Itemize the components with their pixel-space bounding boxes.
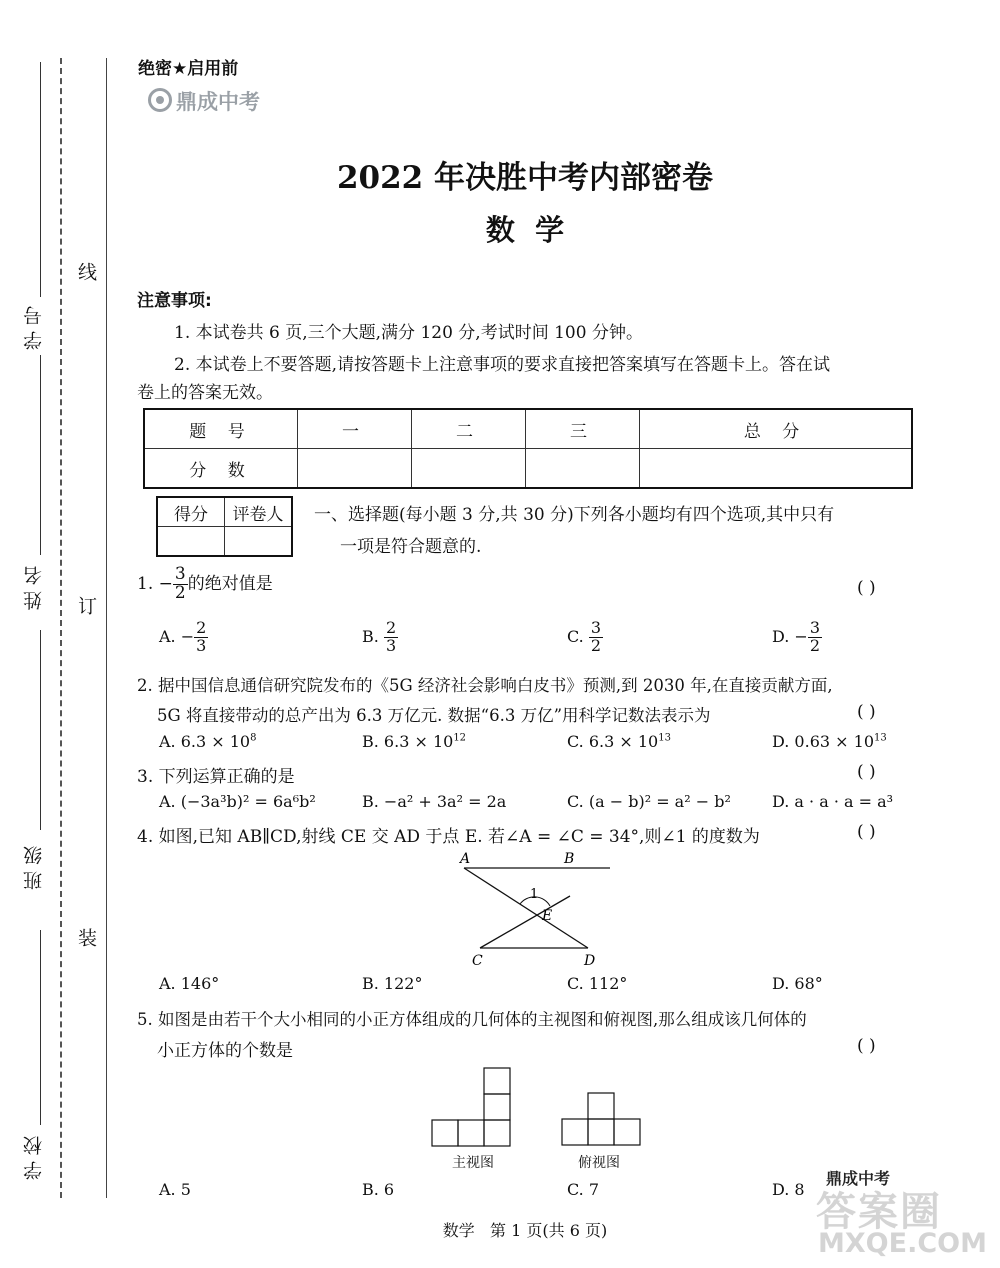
answer-bracket-4: ( ) (857, 822, 876, 842)
label-d: D (584, 953, 596, 969)
binding-label-ding: 订 (75, 596, 97, 615)
label-a: A (460, 851, 471, 867)
notice-item-2-cont: 卷上的答案无效。 (137, 383, 273, 403)
score-header-part1: 一 (298, 409, 412, 449)
front-view-figure (430, 1064, 520, 1148)
class-label: 班级 (23, 840, 45, 890)
grader-table (156, 496, 293, 557)
score-table (143, 408, 913, 489)
q4-option-c: C. 112° (567, 974, 628, 993)
question-4: 4. 如图,已知 AB∥CD,射线 CE 交 AD 于点 E. 若∠A = ∠C = 34°,则∠1 的度数为 (137, 827, 760, 847)
question-5: 5. 如图是由若干个大小相同的小正方体组成的几何体的主视图和俯视图,那么组成该几何体的 (137, 1010, 807, 1029)
name-line (40, 355, 41, 555)
label-c: C (472, 953, 483, 969)
q2-option-c: C. $6.3 \times 10^{13}$ (567, 732, 671, 751)
q5-option-a: A. 5 (159, 1180, 191, 1199)
grader-score-label: 得分 (157, 497, 225, 527)
class-line (40, 630, 41, 830)
question-2-cont: 5G 将直接带动的总产出为 6.3 万亿元. 数据“6.3 万亿”用科学记数法表示为 (157, 706, 711, 725)
confidential-mark: 绝密★启用前 (138, 59, 239, 79)
notice-item-1: 1. 本试卷共 6 页,三个大题,满分 120 分,考试时间 100 分钟。 (174, 323, 643, 343)
score-cell (412, 449, 526, 489)
binding-label-zhuang: 装 (75, 928, 97, 947)
ray-ce (480, 896, 570, 948)
question-2: 2. 据中国信息通信研究院发布的《5G 经济社会影响白皮书》预测,到 2030 年,在直接贡献方面, (137, 676, 833, 695)
q4-option-a: A. 146° (159, 974, 220, 993)
q3-option-a: A. (−3a³b)² = 6a⁶b² (159, 792, 316, 811)
q5-option-d: D. 8 (772, 1180, 805, 1199)
section1-heading: 一、选择题(每小题 3 分,共 30 分)下列各小题均有四个选项,其中只有 (314, 505, 835, 525)
front-view-label: 主视图 (452, 1155, 494, 1171)
page-number: 数学 第 1 页(共 6 页) (442, 1221, 608, 1240)
q2-option-a: A. $6.3 \times 10^8$ (159, 732, 257, 751)
name-label: 姓名 (23, 560, 45, 610)
score-header-part3: 三 (526, 409, 640, 449)
logo-circle-icon (148, 88, 172, 112)
score-row-label: 分 数 (144, 449, 298, 489)
q2-option-d: D. $0.63 \times 10^{13}$ (772, 732, 887, 751)
student-id-label: 学号 (23, 300, 45, 350)
label-angle-1: 1 (530, 887, 539, 902)
score-header-label: 题 号 (144, 409, 298, 449)
q4-figure (450, 848, 630, 972)
grader-cell (157, 527, 225, 557)
answer-bracket-1: ( ) (857, 578, 876, 598)
q3-option-d: D. a · a · a = a³ (772, 792, 894, 811)
grader-name-label: 评卷人 (225, 497, 293, 527)
school-label: 学校 (23, 1130, 45, 1180)
notice-heading: 注意事项: (137, 291, 212, 311)
notice-item-2: 2. 本试卷上不要答题,请按答题卡上注意事项的要求直接把答案填写在答题卡上。答在试 (174, 355, 831, 375)
label-b: B (564, 851, 575, 867)
answer-bracket-2: ( ) (857, 702, 876, 722)
score-cell (298, 449, 412, 489)
q3-option-b: B. −a² + 3a² = 2a (362, 792, 507, 811)
question-5-cont: 小正方体的个数是 (157, 1041, 293, 1061)
q1-option-b: B. $\frac{2}{3}$ (362, 618, 397, 655)
q4-option-d: D. 68° (772, 974, 823, 993)
exam-title: 2022 年决胜中考内部密卷 (336, 160, 714, 196)
watermark-url: MXQE.COM (818, 1228, 987, 1259)
q2-option-b: B. $6.3 \times 10^{12}$ (362, 732, 467, 751)
score-header-part2: 二 (412, 409, 526, 449)
q5-option-b: B. 6 (362, 1180, 395, 1199)
top-view-label: 俯视图 (578, 1155, 620, 1171)
answer-bracket-5: ( ) (857, 1036, 876, 1056)
question-1: 1. − $\frac{3}{2}$ 的绝对值是 (137, 564, 273, 603)
q1-option-a: A. − $\frac{2}{3}$ (159, 618, 207, 655)
score-cell (526, 449, 640, 489)
answer-bracket-3: ( ) (857, 762, 876, 782)
q1-option-d: D. − $\frac{3}{2}$ (772, 618, 821, 655)
question-3: 3. 下列运算正确的是 (137, 767, 295, 787)
q5-option-c: C. 7 (567, 1180, 600, 1199)
line-ad (464, 868, 588, 948)
school-line (40, 930, 41, 1125)
grader-cell (225, 527, 293, 557)
q1-option-c: C. $\frac{3}{2}$ (567, 618, 602, 655)
label-e: E (542, 908, 553, 924)
score-header-total: 总 分 (640, 409, 912, 449)
footer-logo: 鼎成中考 (826, 1169, 891, 1188)
section1-heading-cont: 一项是符合题意的. (340, 537, 482, 557)
brand-logo: 鼎成中考 (148, 86, 260, 116)
binding-label-xian: 线 (75, 262, 97, 281)
q4-option-b: B. 122° (362, 974, 423, 993)
top-view-figure (560, 1090, 646, 1148)
subject-title: 数 学 (485, 213, 565, 247)
score-cell (640, 449, 912, 489)
q3-option-c: C. (a − b)² = a² − b² (567, 792, 731, 811)
watermark-text: 答案圈 (816, 1189, 942, 1235)
